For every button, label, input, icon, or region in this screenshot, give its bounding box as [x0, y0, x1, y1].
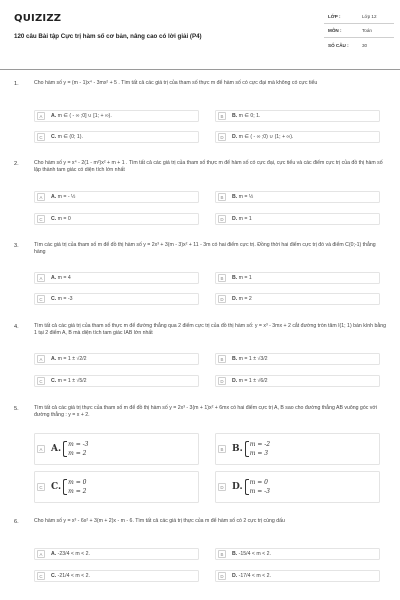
question-text: Cho hàm số y = x⁴ - 2(1 - m²)x² + m + 1 . Tìm tất cả các giá trị của tham số thực m để hàm số có cực đại, cực tiểu và các điểm cực trị của đồ thị hàm số lập thành tam giác có diện tích lớn nhất: [34, 160, 383, 174]
option-label: B.: [232, 356, 238, 362]
option-key: D: [218, 295, 226, 303]
option-a[interactable]: [34, 353, 199, 365]
option-text: -17/4 < m < 2.: [238, 573, 271, 579]
system-line: m = 2: [68, 450, 87, 457]
question-text: Tìm tất cả các giá trị của tham số thực m để đường thẳng qua 2 điểm cực trị của đồ thị hàm số: y = x³ - 3mx + 2 cắt đường tròn tâm I(1; 1) bán kính bằng 1 tại 2 điểm A, B mà diện tích tam giác IAB lớn nhất: [34, 323, 386, 337]
option-text: m ∈ 0; 1.: [238, 113, 261, 119]
meta-row-class: [324, 10, 394, 24]
option-key: B: [218, 112, 226, 120]
option-label: B.: [232, 444, 243, 454]
option-label: B.: [232, 113, 238, 119]
option-label: A.: [51, 194, 57, 200]
system-line: m = -3: [68, 441, 89, 448]
option-b[interactable]: [215, 110, 380, 122]
meta-table: [324, 10, 394, 52]
option-key: A: [37, 355, 45, 363]
option-text: m = 1: [238, 216, 252, 222]
option-label: A.: [51, 356, 57, 362]
option-text: m ∈ ( - ∞ ;0] ∪ [1; + ∞).: [57, 113, 112, 119]
document-header: [0, 0, 400, 70]
option-label: B.: [232, 275, 238, 281]
option-label: C.: [51, 216, 57, 222]
option-b[interactable]: [215, 433, 380, 465]
question-number: 2.: [14, 161, 19, 167]
option-key: D: [218, 572, 226, 580]
system-line: m = 2: [68, 488, 87, 495]
system-line: m = -3: [249, 488, 271, 495]
option-label: C.: [51, 378, 57, 384]
option-label: D.: [232, 134, 238, 140]
option-key: A: [37, 550, 45, 558]
question-number: 1.: [14, 81, 19, 87]
option-c[interactable]: [34, 375, 199, 387]
option-key: C: [37, 377, 45, 385]
question-number: 3.: [14, 243, 19, 249]
option-key: A: [37, 445, 45, 453]
system-line: m = 0: [68, 479, 87, 486]
option-key: C: [37, 483, 45, 491]
option-key: A: [37, 112, 45, 120]
meta-key: LỚP :: [328, 14, 341, 19]
option-text: m = 1 ± √6/2: [238, 378, 268, 384]
option-a[interactable]: [34, 272, 199, 284]
option-c[interactable]: [34, 471, 199, 503]
option-key: C: [37, 572, 45, 580]
option-key: B: [218, 355, 226, 363]
option-key: D: [218, 133, 226, 141]
option-text: m = 1 ± √2/2: [57, 356, 87, 362]
option-key: D: [218, 377, 226, 385]
option-key: B: [218, 193, 226, 201]
option-b[interactable]: [215, 191, 380, 203]
option-key: B: [218, 274, 226, 282]
question-text: Tìm tất cả các giá trị thực của tham số m để đồ thị hàm số y = 2x³ - 3(m + 1)x² + 6mx có hai điểm cực trị A, B sao cho đường thẳng AB vuông góc với đường thẳng : y = x + 2.: [34, 405, 377, 419]
option-b[interactable]: [215, 353, 380, 365]
option-label: C.: [51, 134, 57, 140]
option-d[interactable]: [215, 131, 380, 143]
option-key: A: [37, 193, 45, 201]
option-d[interactable]: [215, 471, 380, 503]
option-d[interactable]: [215, 570, 380, 582]
option-label: B.: [232, 194, 238, 200]
option-c[interactable]: [34, 213, 199, 225]
meta-key: SỐ CÂU :: [328, 42, 349, 48]
system-line: m = 0: [249, 479, 268, 486]
option-c[interactable]: [34, 570, 199, 582]
option-key: C: [37, 133, 45, 141]
option-text: m = 4: [57, 275, 71, 281]
meta-value: Toán: [362, 28, 372, 33]
option-d[interactable]: [215, 213, 380, 225]
option-system: [63, 440, 88, 458]
option-c[interactable]: [34, 131, 199, 143]
option-label: A.: [51, 275, 57, 281]
option-label: C.: [51, 296, 57, 302]
option-d[interactable]: [215, 375, 380, 387]
meta-row-count: [324, 38, 394, 52]
option-key: C: [37, 215, 45, 223]
option-text: m = 2: [238, 296, 252, 302]
option-text: -23/4 < m < 2.: [57, 551, 90, 557]
option-label: C.: [51, 573, 57, 579]
option-label: A.: [51, 113, 57, 119]
option-text: m = 1 ± √5/2: [57, 378, 87, 384]
option-label: A.: [51, 551, 57, 557]
option-text: m = ½: [238, 194, 254, 200]
system-line: m = 3: [249, 450, 269, 457]
option-label: C.: [51, 482, 62, 492]
meta-value: Lớp 12: [362, 14, 377, 19]
option-label: D.: [232, 378, 238, 384]
option-key: D: [218, 483, 226, 491]
option-key: A: [37, 274, 45, 282]
option-text: -21/4 < m < 2.: [57, 573, 90, 579]
document-title: 120 câu Bài tập Cực trị hàm số cơ bản, nâng cao có lời giải (P4): [14, 33, 202, 40]
option-key: C: [37, 295, 45, 303]
option-label: B.: [232, 551, 238, 557]
option-text: m = -3: [57, 296, 73, 302]
option-label: A.: [51, 444, 62, 454]
option-key: B: [218, 550, 226, 558]
option-d[interactable]: [215, 293, 380, 305]
question-text: Cho hàm số y = x³ - 6x² + 3(m + 2)x - m - 6. Tìm tất cả các giá trị thực của m để hàm số có 2 cực trị cùng dấu: [34, 518, 285, 524]
option-b[interactable]: [215, 548, 380, 560]
quizizz-logo: QUIZIZZ: [14, 13, 62, 24]
option-label: D.: [232, 296, 238, 302]
meta-row-subject: [324, 24, 394, 38]
option-text: m = 0: [57, 216, 71, 222]
option-text: m ∈ (0; 1).: [57, 134, 83, 140]
option-a[interactable]: [34, 433, 199, 465]
option-text: m = - ½: [57, 194, 76, 200]
meta-value: 30: [362, 42, 368, 48]
option-text: m ∈ ( - ∞ ;0) ∪ (1; + ∞).: [238, 134, 294, 140]
option-a[interactable]: [34, 110, 199, 122]
option-text: m = 1 ± √3/2: [238, 356, 268, 362]
meta-key: MÔN :: [328, 28, 342, 33]
option-key: B: [218, 445, 226, 453]
option-text: -15/4 < m < 2.: [238, 551, 271, 557]
option-c[interactable]: [34, 293, 199, 305]
question-number: 5.: [14, 406, 19, 412]
option-system: [245, 440, 270, 458]
option-a[interactable]: [34, 548, 199, 560]
option-key: D: [218, 215, 226, 223]
option-label: D.: [232, 216, 238, 222]
option-text: m = 1: [238, 275, 252, 281]
option-label: D.: [232, 573, 238, 579]
question-text: Tìm các giá trị của tham số m để đồ thị hàm số y = 2x³ + 3(m - 3)x² + 11 - 3m có hai điểm cực trị. Đồng thời hai điểm cực trị đó và điểm C(0;-1) thẳng hàng: [34, 242, 376, 256]
option-label: D.: [232, 482, 243, 492]
question-number: 4.: [14, 324, 19, 330]
question-number: 6.: [14, 519, 19, 525]
system-line: m = -2: [249, 441, 271, 448]
option-a[interactable]: [34, 191, 199, 203]
option-system: [63, 478, 86, 496]
option-system: [245, 478, 270, 496]
option-b[interactable]: [215, 272, 380, 284]
question-text: Cho hàm số y = (m - 1)x⁴ - 3mx² + 5 . Tìm tất cả các giá trị của tham số thực m để hàm số có cực đại mà không có cực tiểu: [34, 80, 318, 86]
